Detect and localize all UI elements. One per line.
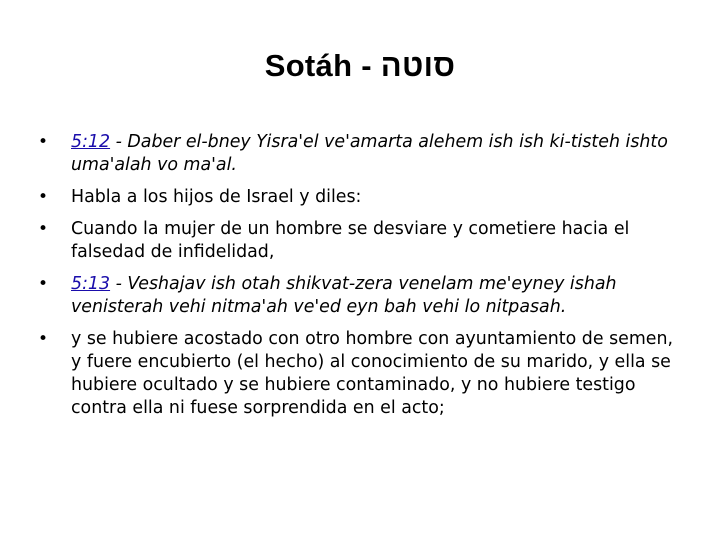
verse-link-5-13[interactable]: 5:13	[71, 274, 111, 294]
slide-title: Sotáh - סוטה	[264, 48, 456, 83]
bullet-list	[38, 131, 688, 429]
verse-transliteration	[71, 274, 617, 317]
verse-link-5-12[interactable]: 5:12	[71, 132, 111, 152]
bullet-dot-icon: •	[38, 219, 49, 239]
bullet-dot-icon: •	[38, 274, 49, 294]
bullet-item-translation-intro	[38, 186, 688, 209]
bullet-dot-icon: •	[38, 187, 49, 207]
bullet-item-verse-5-13	[38, 273, 688, 319]
bullet-item-verse-5-12	[38, 131, 688, 177]
bullet-item-translation-5-13	[38, 328, 688, 420]
translation-text: Cuando la mujer de un hombre se desviare y cometiere hacia el falsedad de infidelidad,	[71, 219, 630, 262]
translation-text: y se hubiere acostado con otro hombre con ayuntamiento de semen, y fuere encubierto (el hecho) al conocimiento de su marido, y ella se hubiere ocultado y se hubiere contaminado, y no hubiere testigo contra ella ni fuese sorprendida en el acto;	[71, 329, 674, 418]
bullet-dot-icon: •	[38, 329, 49, 349]
bullet-dot-icon: •	[38, 132, 49, 152]
bullet-item-translation-5-12	[38, 218, 688, 264]
verse-text: - Daber el-bney Yisra'el ve'amarta alehem ish ish ki-tisteh ishto uma'alah vo ma'al.	[71, 132, 668, 175]
verse-transliteration	[71, 132, 668, 175]
verse-text: - Veshajav ish otah shikvat-zera venelam me'eyney ishah venisterah vehi nitma'ah ve'ed eyn bah vehi lo nitpasah.	[71, 274, 617, 317]
translation-text: Habla a los hijos de Israel y diles:	[71, 187, 362, 207]
